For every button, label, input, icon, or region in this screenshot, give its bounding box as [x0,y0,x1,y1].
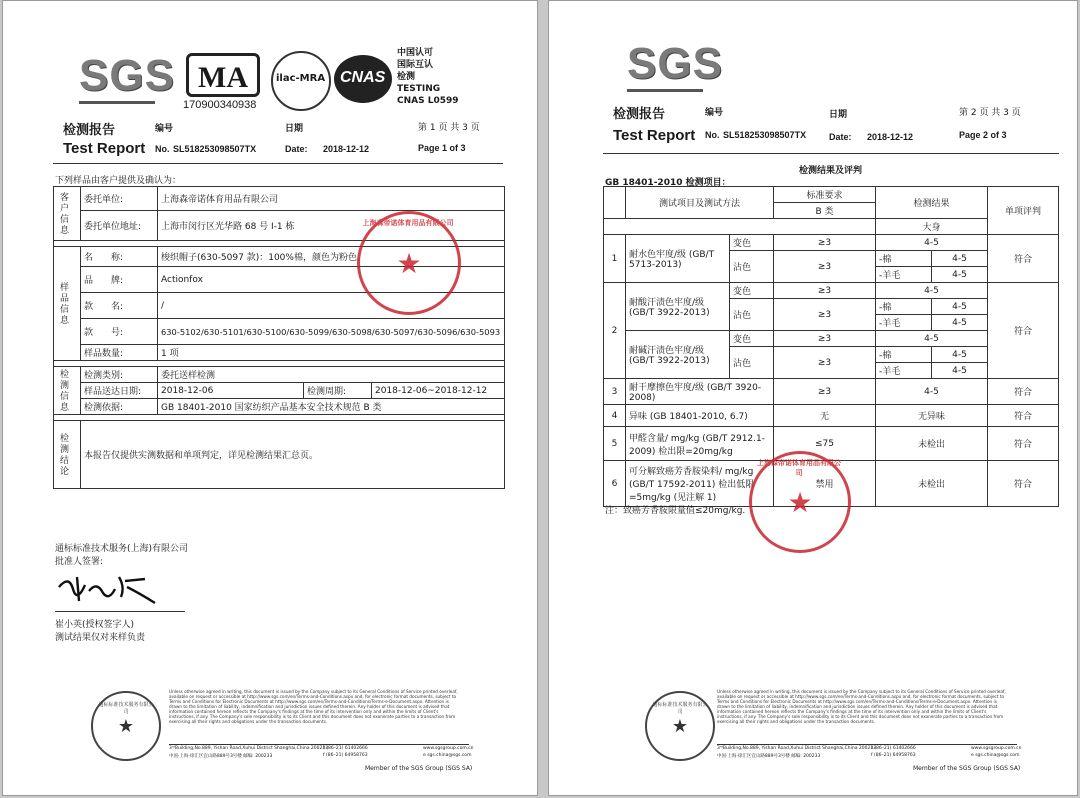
cnas-logo [334,55,392,103]
test-item: 异味 (GB 18401-2010, 6.7) [626,405,774,427]
sgs-company-seal [91,691,161,761]
cnas-line: CNAS L0599 [397,96,459,106]
table-row [54,345,505,361]
website-link[interactable]: www.sgsgroup.com.cn [423,746,474,751]
result-value: 4-5 [876,331,988,347]
table-row [54,383,505,399]
cnas-text [397,47,459,107]
cell-label: 样品送达日期: [81,383,158,399]
result-value: 4-5 [876,379,988,405]
fiber-label: -羊毛 [876,315,932,331]
result-value: 4-5 [932,299,988,315]
cell-label: 品 牌: [81,267,158,293]
requirement: ≥3 [774,251,876,283]
cell-label: 委托单位: [81,187,158,211]
cell-value: 630-5102/630-5101/630-5100/630-5099/630-5098/630-5097/630-5096/630-5093 [158,319,505,345]
row-number: 3 [604,379,626,405]
member-text: Member of the SGS Group (SGS SA) [913,765,1021,772]
cell-label: 检测依据: [81,399,158,415]
email-link[interactable]: e sgs.china@sgs.com [971,753,1020,758]
date-label-zh: 日期 [829,110,848,120]
approver-label: 批准人签署: [55,557,104,567]
report-number: SL518253098507TX [723,130,807,140]
row-number: 6 [604,461,626,507]
title-zh: 检测报告 [613,107,666,122]
report-page-2 [548,0,1078,796]
test-section-label [54,367,81,415]
test-item: 耐水色牢度/级 (GB/T 5713-2013) [626,235,730,283]
test-item: 耐酸汗渍色牢度/级 (GB/T 3922-2013) [626,283,730,331]
cell-value: 梭织帽子(630-5097 款)：100%棉，颜色为粉色。 [158,247,505,267]
requirement: 禁用 [774,461,876,507]
date-label-en: Date: [285,144,308,154]
page-number-zh: 第 1 页 共 3 页 [418,123,480,133]
row-number: 1 [604,235,626,283]
conclusion-section-label [54,421,81,489]
header-judgement: 单项评判 [988,187,1059,235]
header-item: 测试项目及测试方法 [626,187,774,219]
sub-item: 沾色 [730,347,774,379]
results-title: 检测结果及评判 [799,166,863,176]
cell-label: 委托单位地址: [81,211,158,241]
result-value: 4-5 [932,347,988,363]
cell-value: 2018-12-06 [158,383,304,399]
phone-number: t (86–21) 61402666 [323,746,368,751]
table-row [54,367,505,383]
fiber-label: -棉 [876,251,932,267]
cell-value: Actionfox [158,267,505,293]
sub-item: 沾色 [730,251,774,283]
table-row [604,379,1059,405]
result-value: 未检出 [876,427,988,461]
cell-value: / [158,293,505,319]
report-page-1 [2,0,538,796]
cell-value: 1 项 [158,345,505,361]
cell-label: 款 号: [81,319,158,345]
table-row [604,283,1059,299]
header-rule [603,153,1059,154]
sample-section-text: 样品信息 [58,281,68,326]
requirement: ≥3 [774,235,876,251]
report-date: 2018-12-12 [323,144,370,154]
judgement: 符合 [988,283,1059,379]
cnas-line: 检测 [397,72,416,82]
signature-line [55,611,185,612]
client-section-text: 客户信息 [58,191,68,236]
sgs-logo: SGS [79,51,175,100]
header-part: 大身 [876,219,988,235]
conclusion-section-text: 检测结论 [58,432,68,477]
cell-label: 样品数量: [81,345,158,361]
member-text: Member of the SGS Group (SGS SA) [365,765,473,772]
table-row [604,427,1059,461]
result-value: 4-5 [932,315,988,331]
terms-fine-print: Unless otherwise agreed in writing, this document is issued by the Company subject to its General Conditions of Service printed overleaf, available on request or accessible at http://www.sgs.com/en/Terms-and-Conditions.aspx and, for electronic format documents, subject to Terms and Conditions for Electronic Documents at http://www.sgs.com/en/Terms-and-Conditions/Terms-e-Document.aspx. Attention is drawn to the limitation of liability, indemnification and jurisdiction issues defined therein. Any holder of this document is advised that information contained hereon reflects the Company's findings at the time of its intervention only and within the limits of Client's instructions, if any. The Company's sole responsibility is to its Client and this document does not exonerate parties to a transaction from exercising all their rights and obligations under the transaction documents. [169,689,458,724]
sub-item: 变色 [730,283,774,299]
test-item: 耐碱汗渍色牢度/级 (GB/T 3922-2013) [626,331,730,379]
result-value: 4-5 [876,283,988,299]
address-zh: 中国·上海·徐汇区宜山路889号3号楼 邮编: 200233 [717,754,821,759]
ilac-logo [271,51,331,111]
header-requirement: 标准要求 [774,187,876,203]
sub-item: 变色 [730,235,774,251]
no-label-en: No. [155,144,170,154]
requirement: ≥3 [774,379,876,405]
sample-section-label [54,247,81,361]
report-date: 2018-12-12 [867,132,914,142]
test-item: 耐干摩擦色牢度/级 (GB/T 3920-2008) [626,379,774,405]
header-blank [604,219,876,235]
intro-text: 下列样品由客户提供及确认为： [55,176,182,186]
title-en: Test Report [613,127,696,144]
no-label-zh: 编号 [155,124,174,134]
conclusion-text: 本报告仅提供实测数据和单项判定，详见检测结果汇总页。 [81,421,505,489]
test-section-text: 检测信息 [58,368,68,413]
page-number-en: Page 2 of 3 [959,130,1007,140]
row-number: 2 [604,283,626,379]
cell-label: 检测类别: [81,367,158,383]
title-zh: 检测报告 [63,123,116,138]
cnas-logo-text: CNAS [340,69,386,86]
signatory-name: 崔小英(授权签字人) [55,620,135,630]
company-stamp [749,451,851,553]
address-zh: 中国·上海·徐汇区宜山路889号3号楼 邮编: 200233 [169,754,273,759]
email-link[interactable]: e sgs.china@sgs.com [423,753,472,758]
table-header-row [604,187,1059,203]
title-en: Test Report [63,140,146,157]
table-row [54,421,505,489]
page-number-en: Page 1 of 3 [418,143,466,153]
report-number: SL518253098507TX [173,144,257,154]
judgement: 符合 [988,427,1059,461]
requirement: ≤75 [774,427,876,461]
table-row [54,399,505,415]
result-value: 4-5 [932,251,988,267]
cell-label: 名 称: [81,247,158,267]
header-class: B 类 [774,203,876,219]
signature-image [55,567,165,607]
requirement: 无 [774,405,876,427]
result-value: 未检出 [876,461,988,507]
company-name: 通标标准技术服务(上海)有限公司 [55,544,189,554]
header-rule [53,163,503,164]
fiber-label: -棉 [876,347,932,363]
table-row [604,235,1059,251]
cell-label: 检测周期: [304,383,372,399]
table-row [54,187,505,211]
footer-rule [717,744,1017,745]
footer-rule [169,744,469,745]
table-row [604,405,1059,427]
fiber-label: -棉 [876,299,932,315]
row-number: 4 [604,405,626,427]
sub-item: 沾色 [730,299,774,331]
requirement: ≥3 [774,331,876,347]
row-number: 5 [604,427,626,461]
cell-value: 上海市闵行区光华路 68 号 I-1 栋 [158,211,505,241]
judgement: 符合 [988,461,1059,507]
client-section-label [54,187,81,241]
cnas-line: 中国认可 [397,48,434,58]
sgs-logo-bar [79,101,155,104]
page-number-zh: 第 2 页 共 3 页 [959,108,1021,118]
date-label-zh: 日期 [285,124,304,134]
stamp-star-icon: ★ [787,485,813,519]
cell-value: 上海森帝诺体育用品有限公司 [158,187,505,211]
ma-logo: MA [186,53,260,97]
cnas-line: 国际互认 [397,60,434,70]
header-result: 检测结果 [876,187,988,219]
seal-star-icon: ★ [671,715,689,737]
header-no [604,187,626,219]
terms-fine-print: Unless otherwise agreed in writing, this document is issued by the Company subject to its General Conditions of Service printed overleaf, available on request or accessible at http://www.sgs.com/en/Terms-and-Conditions.aspx and, for electronic format documents, subject to Terms and Conditions for Electronic Documents at http://www.sgs.com/en/Terms-and-Conditions/Terms-e-Document.aspx. Attention is drawn to the limitation of liability, indemnification and jurisdiction issues defined therein. Any holder of this document is advised that information contained hereon reflects the Company's findings at the time of its intervention only and within the limits of Client's instructions, if any. The Company's sole responsibility is to its Client and this document does not exonerate parties to a transaction from exercising all their rights and obligations under the transaction documents. [717,689,1006,724]
footnote: 注：致癌芳香胺限量值≤20mg/kg. [605,506,746,516]
judgement: 符合 [988,405,1059,427]
cell-label: 款 名: [81,293,158,319]
test-item: 可分解致癌芳香胺染料/ mg/kg (GB/T 17592-2011) 检出低限=5mg/kg (见注解 1) [626,461,774,507]
stamp-text: 上海森帝诺体育用品有限公司 [757,459,841,477]
result-value: 4-5 [876,235,988,251]
requirement: ≥3 [774,347,876,379]
sgs-company-seal [645,691,715,761]
fiber-label: -羊毛 [876,267,932,283]
judgement: 符合 [988,379,1059,405]
stamp-star-icon: ★ [396,246,422,280]
address-en: 3ʳᵈBuilding,No.889, Yishan Road,Xuhui District Shanghai,China 200233 [717,746,877,751]
result-value: 无异味 [876,405,988,427]
phone-number: t (86–21) 61402666 [871,746,916,751]
company-stamp [357,211,461,315]
ilac-logo-text: ilac-MRA [276,73,326,84]
website-link[interactable]: www.sgsgroup.com.cn [971,746,1022,751]
requirement: ≥3 [774,283,876,299]
sgs-logo: SGS [627,39,723,88]
no-label-zh: 编号 [705,108,724,118]
cell-value: 2018-12-06~2018-12-12 [372,383,505,399]
fiber-label: -羊毛 [876,363,932,379]
stamp-text: 上海森帝诺体育用品有限公司 [362,219,454,227]
result-value: 4-5 [932,267,988,283]
sub-item: 变色 [730,331,774,347]
fax-number: f (86–21) 64958763 [871,753,916,758]
no-label-en: No. [705,130,720,140]
test-item: 甲醛含量/ mg/kg (GB/T 2912.1-2009) 检出限=20mg/kg [626,427,774,461]
ma-number: 170900340938 [183,99,257,111]
cell-value: GB 18401-2010 国家纺织产品基本安全技术规范 B 类 [158,399,505,415]
cnas-line: TESTING [397,84,441,94]
address-en: 3ʳᵈBuilding,No.889, Yishan Road,Xuhui District Shanghai,China 200233 [169,746,329,751]
date-label-en: Date: [829,132,852,142]
table-row [54,319,505,345]
standard-title: GB 18401-2010 检测项目： [605,178,731,188]
cell-value: 委托送样检测 [158,367,505,383]
responsibility-note: 测试结果仅对来样负责 [55,633,146,643]
sgs-logo-bar [627,89,703,92]
seal-star-icon: ★ [117,715,135,737]
fax-number: f (86–21) 64958763 [323,753,368,758]
judgement: 符合 [988,235,1059,283]
result-value: 4-5 [932,363,988,379]
requirement: ≥3 [774,299,876,331]
seal-text: 通标标准技术服务有限公司 [98,702,154,715]
seal-text: 通标标准技术服务有限公司 [652,702,708,715]
